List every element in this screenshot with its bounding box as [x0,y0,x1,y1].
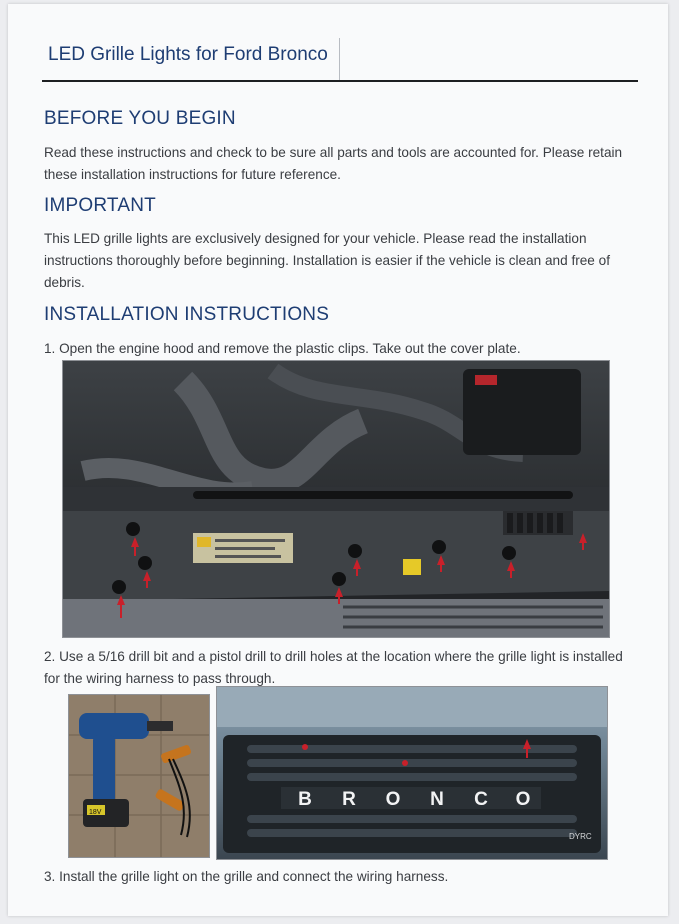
important-heading: IMPORTANT [44,195,156,216]
brand-badge: DYRC [569,832,592,841]
grille-letter-o-2: O [515,789,531,810]
header-rule [42,80,638,82]
engine-bay-photo [62,360,610,638]
important-line-1: This LED grille lights are exclusively designed for your vehicle. Please read the installation [44,231,587,246]
grille-letter-c: C [474,789,488,810]
step-2-line-1: 2. Use a 5/16 drill bit and a pistol drill to drill holes at the location where the grille light is installed [44,649,623,664]
important-line-2: instructions thoroughly before beginning. Installation is easier if the vehicle is clean and free of [44,253,610,268]
before-you-begin-heading: BEFORE YOU BEGIN [44,108,236,129]
document-title: LED Grille Lights for Ford Bronco [48,44,328,65]
important-line-3: debris. [44,275,85,290]
battery-label: 18V [89,809,102,816]
before-line-1: Read these instructions and check to be sure all parts and tools are accounted for. Please retain [44,145,623,160]
grille-letter-o: O [385,789,401,810]
important-text [44,228,644,294]
step-1-text: 1. Open the engine hood and remove the plastic clips. Take out the cover plate. [44,341,521,356]
before-line-2: these installation instructions for future reference. [44,167,341,182]
grille-letter-r: R [342,789,356,810]
installation-heading: INSTALLATION INSTRUCTIONS [44,304,330,325]
grille-letter-n: N [430,789,444,810]
step-2-text [44,646,623,690]
step-2-line-2: for the wiring harness to pass through. [44,671,276,686]
step-3-text: 3. Install the grille light on the grille and connect the wiring harness. [44,869,449,884]
grille-letter-b: B [298,789,312,810]
before-you-begin-text [44,142,644,186]
bronco-grille-photo [216,686,608,860]
drill-tools-photo [68,694,210,858]
instruction-sheet [8,4,668,916]
header-divider [339,38,340,82]
